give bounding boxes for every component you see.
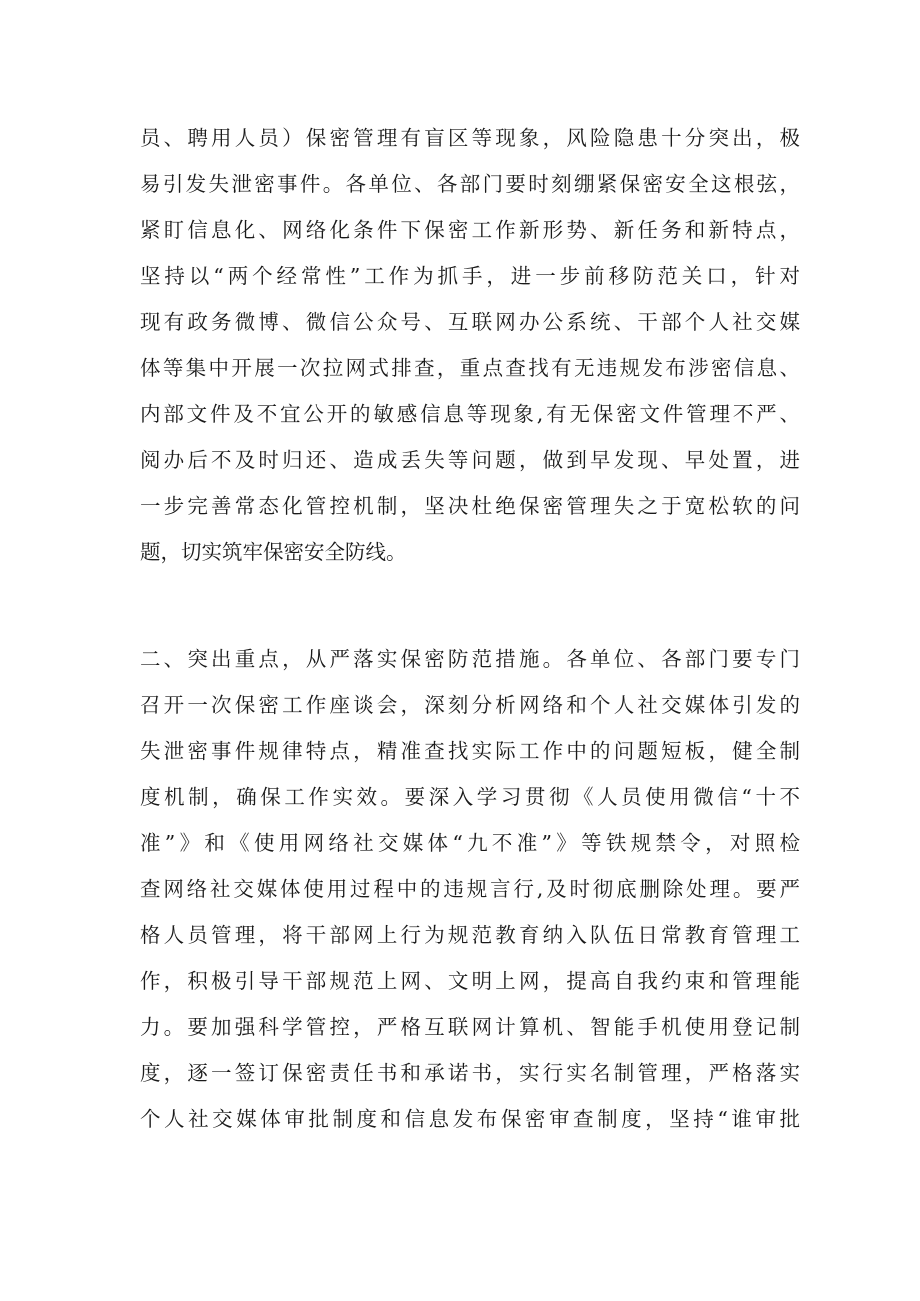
text-line: 现有政务微博、微信公众号、互联网办公系统、干部个人社交媒 [140,310,800,334]
text-line: 力。要加强科学管控，严格互联网计算机、智能手机使用登记制 [140,1015,800,1039]
text-line: 题，切实筑牢保密安全防线。 [140,540,407,564]
paragraph-1 [140,115,800,575]
text-line: 体等集中开展一次拉网式排查，重点查找有无违规发布涉密信息、 [140,356,800,380]
text-line: 个人社交媒体审批制度和信息发布保密审查制度，坚持“谁审批 [140,1107,800,1131]
text-line: 坚持以“两个经常性”工作为抓手，进一步前移防范关口，针对 [140,264,800,288]
text-line: 阅办后不及时归还、造成丢失等问题，做到早发现、早处置，进 [140,448,800,472]
text-line: 易引发失泄密事件。各单位、各部门要时刻绷紧保密安全这根弦， [140,172,800,196]
text-line: 作，积极引导干部规范上网、文明上网，提高自我约束和管理能 [140,969,800,993]
text-line: 召开一次保密工作座谈会，深刻分析网络和个人社交媒体引发的 [140,693,800,717]
text-line: 二、突出重点，从严落实保密防范措施。各单位、各部门要专门 [140,647,800,671]
text-line: 查网络社交媒体使用过程中的违规言行,及时彻底删除处理。要严 [140,877,800,901]
text-line: 紧盯信息化、网络化条件下保密工作新形势、新任务和新特点， [140,218,800,242]
text-line: 内部文件及不宜公开的敏感信息等现象,有无保密文件管理不严、 [140,402,800,426]
text-line: 失泄密事件规律特点，精准查找实际工作中的问题短板，健全制 [140,739,800,763]
text-line: 格人员管理，将干部网上行为规范教育纳入队伍日常教育管理工 [140,923,800,947]
text-line: 度机制，确保工作实效。要深入学习贯彻《人员使用微信“十不 [140,785,800,809]
text-line: 度，逐一签订保密责任书和承诺书，实行实名制管理，严格落实 [140,1061,800,1085]
text-line: 准”》和《使用网络社交媒体“九不准”》等铁规禁令，对照检 [140,831,800,855]
paragraph-2 [140,636,800,1142]
text-line: 员、聘用人员）保密管理有盲区等现象，风险隐患十分突出，极 [140,126,800,150]
text-line: 一步完善常态化管控机制，坚决杜绝保密管理失之于宽松软的问 [140,494,800,518]
